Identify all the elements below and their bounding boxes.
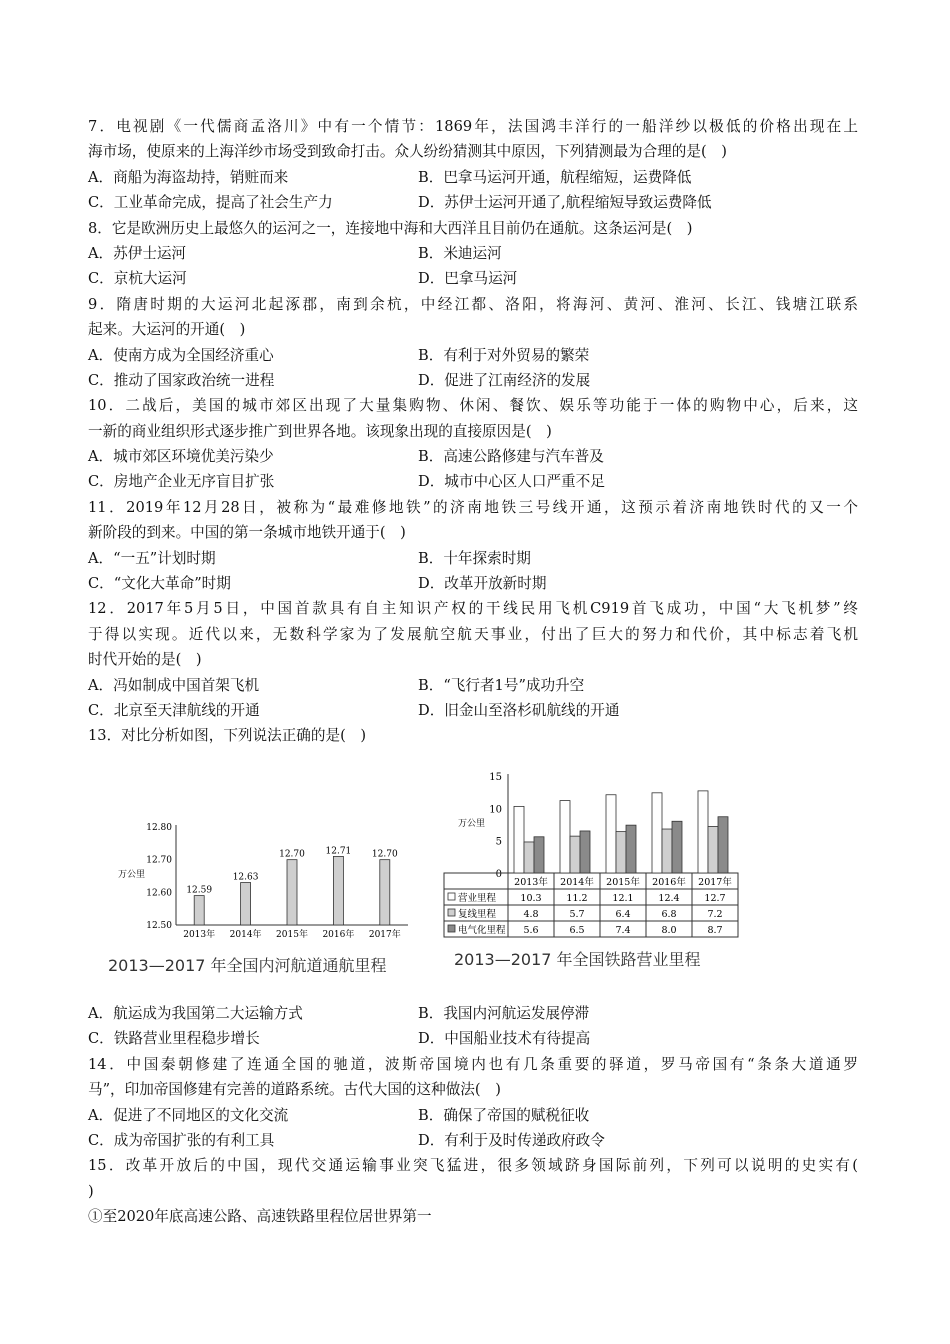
y-tick-label: 0: [495, 869, 502, 880]
option-row: [88, 343, 858, 368]
y-tick-label: 12.50: [146, 921, 172, 931]
question-text-line: 12．2017年5月5日，中国首款具有自主知识产权的干线民用飞机C919首飞成功，中国“大飞机梦”终: [88, 600, 858, 618]
question-text-line: 13．对比分析如图，下列说法正确的是( ): [88, 727, 367, 745]
bar-电气化里程: [672, 821, 682, 873]
answer-option[interactable]: D．巴拿马运河: [418, 270, 518, 288]
table-value: 12.7: [704, 893, 726, 904]
table-value: 6.8: [661, 909, 677, 920]
answer-option[interactable]: D．中国船业技术有待提高: [418, 1030, 591, 1048]
bar: [194, 896, 204, 925]
legend-swatch: [448, 893, 455, 900]
x-tick-label: 2016年: [322, 930, 355, 940]
legend-label: 电气化里程: [458, 925, 506, 936]
questions-7-13: [88, 114, 858, 749]
railway-mileage-chart: [440, 765, 750, 980]
answer-option[interactable]: C．铁路营业里程稳步增长: [88, 1030, 260, 1048]
question-text-line: ): [88, 1182, 94, 1200]
table-value: 5.7: [569, 909, 585, 920]
answer-option[interactable]: A．“一五”计划时期: [88, 549, 216, 567]
option-row: [88, 469, 858, 494]
questions-13-15: [88, 1001, 858, 1230]
question-text-line: 15．改革开放后的中国，现代交通运输事业突飞猛进，很多领域跻身国际前列，下列可以说明的史实有(: [88, 1157, 858, 1175]
x-tick-label: 2014年: [229, 930, 262, 940]
option-row: [88, 1103, 858, 1128]
x-tick-label: 2017年: [368, 930, 401, 940]
data-label: 12.70: [371, 849, 398, 860]
option-row: [88, 368, 858, 393]
bar-复线里程: [662, 829, 672, 873]
data-label: 12.70: [279, 849, 305, 860]
question-text-line: 7．电视剧《一代儒商孟洛川》中有一个情节：1869年，法国鸿丰洋行的一船洋纱以极低的价格出现在上: [88, 118, 858, 135]
question-text-line: 10．二战后，美国的城市郊区出现了大量集购物、休闲、餐饮、娱乐等功能于一体的购物中心，后来，这: [88, 397, 858, 415]
option-row: [88, 546, 858, 571]
question-text-line: 新阶段的到来。中国的第一条城市地铁开通于( ): [88, 524, 406, 542]
answer-option[interactable]: A．使南方成为全国经济重心: [88, 346, 274, 364]
table-value: 8.7: [707, 925, 723, 936]
table-value: 12.1: [612, 893, 634, 904]
table-value: 5.6: [523, 925, 539, 936]
inland-waterway-chart: [100, 805, 430, 980]
x-tick-label: 2015年: [606, 877, 640, 888]
answer-option[interactable]: A．促进了不同地区的文化交流: [88, 1106, 289, 1124]
data-label: 12.59: [186, 885, 213, 896]
answer-option[interactable]: C．“文化大革命”时期: [88, 575, 231, 593]
y-tick-label: 12.70: [146, 855, 172, 866]
legend-swatch: [448, 909, 455, 916]
option-row: [88, 1001, 858, 1026]
option-row: [88, 698, 858, 723]
question-text-line: 8．它是欧洲历史上最悠久的运河之一，连接地中海和大西洋且目前仍在通航。这条运河是( ): [88, 219, 693, 237]
legend-swatch: [448, 925, 455, 932]
bar-营业里程: [606, 795, 616, 873]
legend-label: 营业里程: [458, 893, 497, 904]
bar-电气化里程: [580, 831, 590, 873]
answer-option[interactable]: A．冯如制成中国首架飞机: [88, 676, 260, 694]
question-text-line: 起来。大运河的开通( ): [88, 321, 246, 339]
data-label: 12.63: [232, 872, 259, 883]
bar: [380, 860, 390, 925]
answer-option[interactable]: A．航运成为我国第二大运输方式: [88, 1005, 303, 1022]
bar-电气化里程: [718, 817, 728, 873]
answer-option[interactable]: D．促进了江南经济的发展: [418, 371, 591, 389]
answer-option[interactable]: B．我国内河航运发展停滞: [418, 1005, 590, 1022]
x-tick-label: 2013年: [183, 930, 216, 940]
y-tick-label: 12.80: [146, 823, 172, 833]
answer-option[interactable]: A．城市郊区环境优美污染少: [88, 448, 274, 466]
bar-电气化里程: [534, 837, 544, 873]
question-text-line: 海市场，使原来的上海洋纱市场受到致命打击。众人纷纷猜测其中原因，下列猜测最为合理的是( ): [88, 143, 727, 161]
table-value: 12.4: [658, 893, 680, 904]
answer-option[interactable]: B．有利于对外贸易的繁荣: [418, 346, 590, 364]
bar-复线里程: [708, 826, 718, 873]
answer-option[interactable]: D．苏伊士运河开通了,航程缩短导致运费降低: [418, 194, 712, 212]
answer-option[interactable]: A．苏伊士运河: [88, 244, 187, 262]
bar-复线里程: [524, 842, 534, 873]
answer-option[interactable]: D．城市中心区人口严重不足: [418, 473, 605, 491]
answer-option[interactable]: C．成为帝国扩张的有利工具: [88, 1131, 275, 1149]
answer-option[interactable]: B．巴拿马运河开通，航程缩短，运费降低: [418, 168, 692, 186]
bar: [287, 860, 297, 925]
option-row: [88, 673, 858, 698]
legend-label: 复线里程: [458, 909, 497, 920]
bar: [241, 883, 251, 925]
question-text-line: 14．中国秦朝修建了连通全国的驰道，波斯帝国境内也有几条重要的驿道，罗马帝国有“条条大道通罗: [88, 1055, 858, 1073]
table-value: 10.3: [520, 893, 542, 904]
answer-option[interactable]: C．房地产企业无序盲目扩张: [88, 473, 275, 491]
answer-option[interactable]: B．确保了帝国的赋税征收: [418, 1106, 590, 1124]
question-text-line: 于得以实现。近代以来，无数科学家为了发展航空航天事业，付出了巨大的努力和代价，其中标志着飞机: [88, 625, 858, 643]
bar-营业里程: [514, 806, 524, 873]
option-row: [88, 266, 858, 291]
y-axis-label: 万公里: [118, 870, 146, 880]
answer-option[interactable]: B．十年探索时期: [418, 549, 531, 567]
answer-option[interactable]: B．“飞行者1号”成功升空: [418, 676, 585, 694]
table-value: 6.5: [569, 925, 585, 936]
question-text-line: ①至2020年底高速公路、高速铁路里程位居世界第一: [88, 1208, 432, 1226]
bar-营业里程: [652, 793, 662, 873]
y-axis-label: 万公里: [458, 819, 486, 829]
chart-title: 2013—2017 年全国内河航道通航里程: [108, 956, 387, 975]
table-value: 8.0: [661, 925, 677, 936]
answer-option[interactable]: B．高速公路修建与汽车普及: [418, 448, 604, 466]
option-row: [88, 1026, 858, 1051]
y-tick-label: 5: [495, 836, 502, 848]
option-row: [88, 1128, 858, 1153]
answer-option[interactable]: A．商船为海盗劫持，销赃而来: [88, 168, 289, 186]
y-tick-label: 10: [489, 804, 502, 816]
bar-营业里程: [560, 801, 570, 873]
chart-title: 2013—2017 年全国铁路营业里程: [454, 950, 701, 969]
option-row: [88, 165, 858, 190]
x-tick-label: 2015年: [276, 930, 308, 940]
bar-复线里程: [616, 832, 626, 873]
answer-option[interactable]: D．有利于及时传递政府政令: [418, 1131, 605, 1149]
x-tick-label: 2017年: [698, 877, 732, 888]
question-text-line: 一新的商业组织形式逐步推广到世界各地。该现象出现的直接原因是( ): [88, 422, 552, 440]
question-text-line: 马”，印加帝国修建有完善的道路系统。古代大国的这种做法( ): [88, 1081, 501, 1099]
answer-option[interactable]: C．北京至天津航线的开通: [88, 701, 260, 719]
question-text-line: 9．隋唐时期的大运河北起涿郡，南到余杭，中经江都、洛阳，将海河、黄河、淮河、长江、钱塘江联系: [88, 295, 858, 313]
option-row: [88, 444, 858, 469]
bar-复线里程: [570, 836, 580, 873]
answer-option[interactable]: B．米迪运河: [418, 244, 502, 262]
table-value: 7.2: [707, 909, 723, 920]
table-value: 7.4: [615, 925, 631, 936]
x-tick-label: 2013年: [514, 877, 548, 888]
answer-option[interactable]: D．旧金山至洛杉矶航线的开通: [418, 701, 620, 719]
bar-电气化里程: [626, 825, 636, 873]
x-tick-label: 2014年: [560, 877, 594, 888]
data-label: 12.71: [325, 846, 352, 857]
bar: [333, 856, 343, 925]
bar-营业里程: [698, 791, 708, 873]
table-value: 4.8: [523, 909, 539, 920]
answer-option[interactable]: C．工业革命完成，提高了社会生产力: [88, 194, 333, 212]
table-value: 11.2: [566, 893, 588, 904]
y-tick-label: 12.60: [146, 888, 172, 899]
y-tick-label: 15: [489, 772, 502, 783]
option-row: [88, 190, 858, 215]
table-value: 6.4: [615, 909, 631, 920]
answer-option[interactable]: D．改革开放新时期: [418, 575, 547, 593]
option-row: [88, 241, 858, 266]
answer-option[interactable]: C．推动了国家政治统一进程: [88, 371, 275, 389]
option-row: [88, 571, 858, 596]
question-text-line: 时代开始的是( ): [88, 651, 202, 669]
x-tick-label: 2016年: [652, 877, 686, 888]
answer-option[interactable]: C．京杭大运河: [88, 270, 187, 288]
question-text-line: 11．2019年12月28日，被称为“最难修地铁”的济南地铁三号线开通，这预示着济南地铁时代的又一个: [88, 498, 858, 516]
